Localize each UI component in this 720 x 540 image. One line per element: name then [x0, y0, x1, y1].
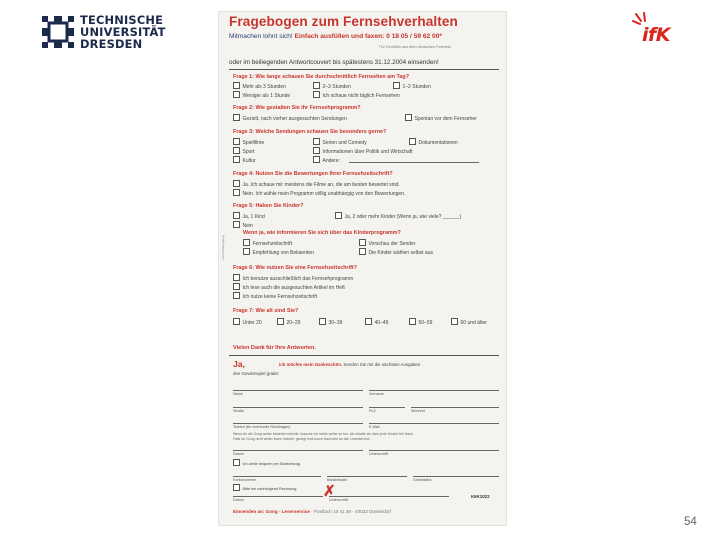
question-7: Frage 7: Wie alt sind Sie?	[233, 308, 299, 314]
question-2: Frage 2: Wie gestalten Sie ihr Fernsehprogramm?	[233, 105, 361, 111]
payment-option[interactable]: Bitte bei nachfolgend Rechnung.	[233, 484, 297, 491]
tud-line-1: TECHNISCHE	[80, 13, 164, 27]
question-6: Frage 6: Wie nutzen Sie eine Fernsehzeitschrift?	[233, 265, 357, 271]
tud-line-2: UNIVERSITÄT	[80, 24, 166, 39]
q1-option[interactable]: Mehr als 3 Stunden	[233, 82, 286, 90]
q5-option[interactable]: Nein	[233, 221, 253, 229]
q7-option[interactable]: 20–29	[277, 318, 300, 326]
datum-field[interactable]	[233, 450, 363, 451]
q2-option[interactable]: Gezielt, nach vorher ausgesuchten Sendungen	[233, 114, 347, 122]
q3-option[interactable]: Sport	[233, 147, 254, 155]
field-label: Kontonummer	[233, 478, 257, 482]
q3-option[interactable]: Spielfilme	[233, 138, 264, 146]
field-label: Datum	[233, 498, 244, 502]
vorname-field[interactable]	[369, 390, 499, 391]
q6-option[interactable]: Ich lese auch die ausgesuchten Artikel im Heft	[233, 283, 345, 291]
field-label: Unterschrift	[369, 452, 388, 456]
form-intro-2: oder im beiliegenden Antwortcouvert bis spätestens 31.12.2004 einsenden!	[229, 59, 439, 66]
field-label: Datum	[233, 452, 244, 456]
tu-dresden-wordmark	[80, 15, 166, 50]
q2-option[interactable]: Spontan vor dem Fernseher	[405, 114, 477, 122]
ifk-wordmark: ifK	[642, 24, 671, 46]
question-1: Frage 1: Wie lange schauen Sie durchschnittlich Fernsehen am Tag?	[233, 74, 409, 80]
q5-sub-option[interactable]: Die Kinder wählen selbst aus	[359, 248, 433, 256]
email-field[interactable]	[369, 423, 499, 424]
q6-option[interactable]: Ich benutze ausschließlich das Fernsehprogramm	[233, 274, 353, 282]
ja-text	[279, 362, 420, 367]
q3-option[interactable]: Kultur	[233, 156, 256, 164]
q5-sub-option[interactable]: Fernsehzeitschrift	[243, 239, 292, 247]
footer-bold: Einsenden an: Gong - Leserservice	[233, 509, 310, 514]
name-field[interactable]	[233, 390, 363, 391]
tud-line-3: DRESDEN	[80, 36, 143, 51]
q5-option[interactable]: Ja, 2 oder mehr Kinder (Wenn ja, wie viele? ______)	[335, 212, 461, 220]
unterschrift-field-2[interactable]	[329, 496, 449, 497]
field-label: PLZ	[369, 409, 376, 413]
ifk-logo	[632, 12, 694, 46]
question-3: Frage 3: Welche Sendungen schauen Sie besonders gerne?	[233, 129, 387, 135]
q3-other-line[interactable]	[349, 162, 479, 163]
q4-option[interactable]: Ja. Ich schaue mir meistens die Filme an, die am besten bewertet sind.	[233, 180, 400, 188]
intro-bold: Einfach ausfüllen und faxen: 0 18 05 / 59 62 00*	[294, 33, 442, 40]
signature-mark-icon: ✗	[323, 483, 336, 500]
q6-option[interactable]: Ich nutze keine Fernsehzeitschrift	[233, 292, 317, 300]
field-label: Geldinstitut	[413, 478, 432, 482]
field-label: Vorname	[369, 392, 384, 396]
q7-option[interactable]: 30–39	[319, 318, 342, 326]
field-label: Name	[233, 392, 243, 396]
thanks-text: Vielen Dank für Ihre Antworten.	[233, 345, 316, 351]
footer-rest: · Postfach 10 41 39 · 40032 Düsseldorf	[309, 509, 392, 514]
side-text: Fernsehbefragung	[221, 235, 225, 260]
field-label: Unterschrift	[329, 498, 348, 502]
q1-option[interactable]: 1–2 Stunden	[393, 82, 431, 90]
q5-sub-option[interactable]: Vorschau der Sender	[359, 239, 415, 247]
fine-print: Wenn ich die Gong weiter beziehen möchte, brauche ich nichts weiter zu tun. Ich erhalte sie dann jede Woche frei Haus.	[233, 432, 414, 436]
field-label: E-Mail	[369, 425, 380, 429]
field-label: Bankleitzahl	[327, 478, 347, 482]
datum-field-2[interactable]	[233, 496, 323, 497]
divider	[229, 69, 499, 70]
q3-option[interactable]: Dokumentationen	[409, 138, 458, 146]
order-number: K6K1022	[471, 494, 490, 499]
q3-option[interactable]: Informationen über Politik und Wirtschaft	[313, 147, 413, 155]
question-5-sub: Wenn ja, wie informieren Sie sich über das Kinderprogramm?	[243, 230, 401, 236]
q7-option[interactable]: 50–59	[409, 318, 432, 326]
tu-dresden-emblem-icon	[40, 14, 76, 50]
tu-dresden-logo	[40, 14, 200, 52]
q7-option[interactable]: 60 und älter	[451, 318, 487, 326]
question-4: Frage 4: Nutzen Sie die Bewertungen Ihrer Fernsehzeitschrift?	[233, 171, 393, 177]
divider	[229, 355, 499, 356]
q4-option[interactable]: Nein. Ich wähle mein Programm völlig unabhängig von den Bewertungen.	[233, 189, 405, 197]
strasse-field[interactable]	[233, 407, 363, 408]
field-label: Wohnort	[411, 409, 425, 413]
q3-option[interactable]: Serien und Comedy	[313, 138, 367, 146]
fine-print: Falls ich Gong nicht weiter lesen möchte, genügt eine kurze Nachricht an den Leserservice.	[233, 437, 371, 441]
blz-field[interactable]	[327, 476, 407, 477]
scanned-questionnaire	[218, 11, 507, 526]
q3-option[interactable]: Andere:	[313, 156, 340, 164]
ja-heading: Ja,	[233, 359, 245, 369]
ja-bold: ich möchte mein Dankeschön.	[279, 362, 343, 367]
plz-field[interactable]	[369, 407, 405, 408]
field-label: Straße	[233, 409, 245, 413]
intro-plain: Mitmachen lohnt sich!	[229, 33, 295, 40]
telefon-field[interactable]	[233, 423, 363, 424]
form-title: Fragebogen zum Fernsehverhalten	[229, 14, 458, 29]
ja-text-2: den Gewinnspiel gratis!	[233, 371, 279, 376]
q5-option[interactable]: Ja, 1 Kind	[233, 212, 265, 220]
form-small-note: *12 Cent/Min aus dem deutschen Festnetz	[379, 45, 451, 49]
q7-option[interactable]: Unter 20	[233, 318, 262, 326]
kontonummer-field[interactable]	[233, 476, 321, 477]
question-5: Frage 5: Haben Sie Kinder?	[233, 203, 304, 209]
q7-option[interactable]: 40–49	[365, 318, 388, 326]
form-footer	[233, 509, 391, 514]
field-label: Telefon (für eventuelle Rückfragen)	[233, 425, 291, 429]
page-number: 54	[684, 516, 697, 528]
wohnort-field[interactable]	[411, 407, 499, 408]
ja-rest: Senden Sie mir die nächsten Ausgaben	[342, 362, 421, 367]
q1-option[interactable]: Ich schaue nicht täglich Fernsehen	[313, 91, 400, 99]
q1-option[interactable]: 2–3 Stunden	[313, 82, 351, 90]
payment-option[interactable]: Ich zahle bequem per Bankeinzug.	[233, 459, 301, 466]
unterschrift-field[interactable]	[369, 450, 499, 451]
q1-option[interactable]: Weniger als 1 Stunde	[233, 91, 290, 99]
q5-sub-option[interactable]: Empfehlung von Bekannten	[243, 248, 314, 256]
form-intro	[229, 33, 442, 40]
geldinstitut-field[interactable]	[413, 476, 499, 477]
